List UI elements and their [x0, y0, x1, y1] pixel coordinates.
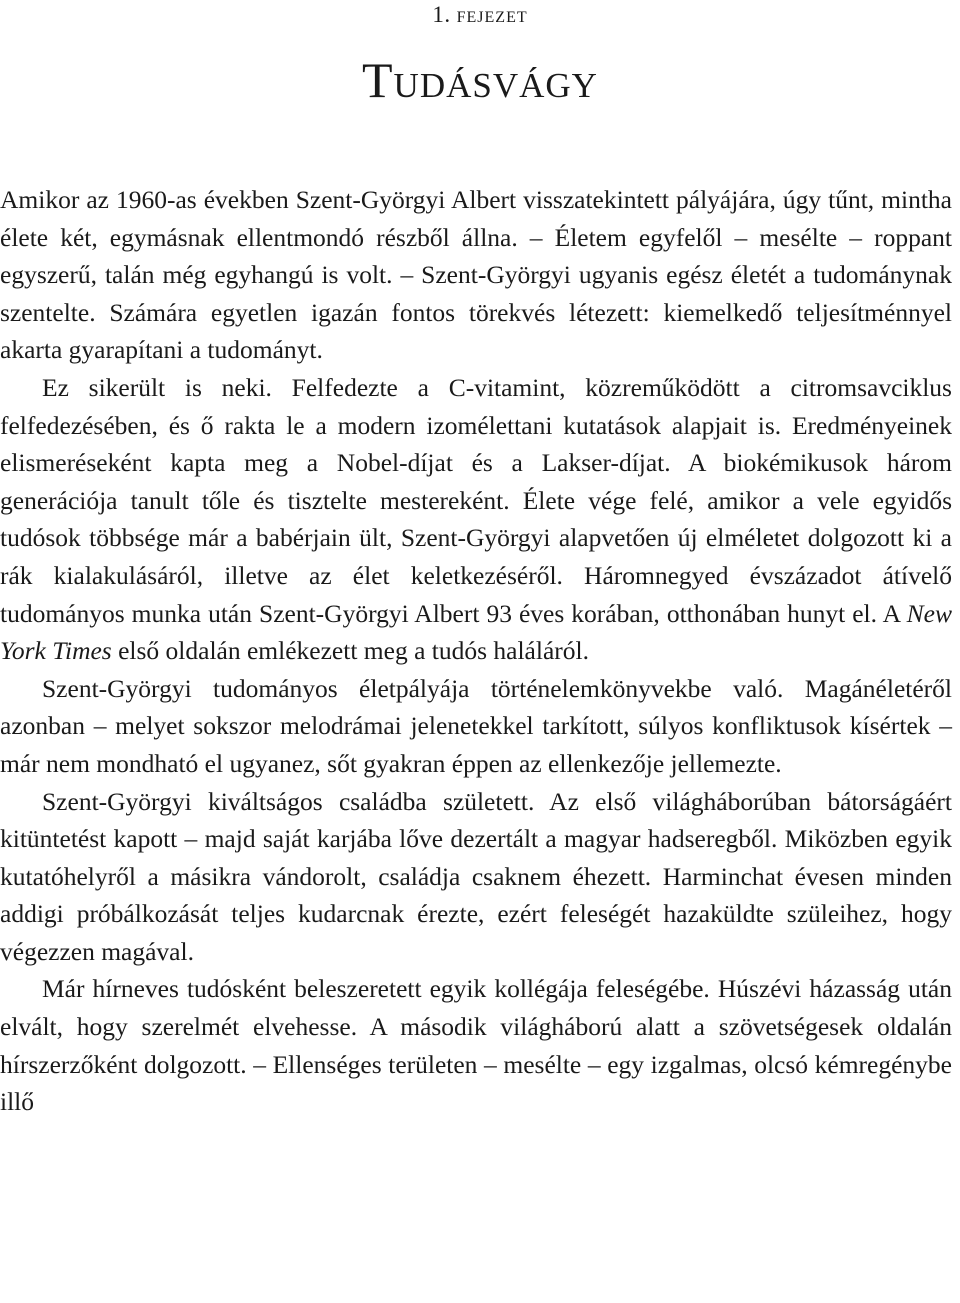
paragraph-2-text-before: Ez sikerült is neki. Felfedezte a C-vitamint, közreműködött a citromsavciklus felfedezésében, és ő rakta le a modern izomélettani kutatások alapjait is. Eredményeinek elismeréseként kapta meg a Nobel-díjat és a Lakser-díjat. A biokémikusok három generációja tanult tőle és tisztelte mestereként. Élete vége felé, amikor a vele egyidős tudósok többsége már a babérjain ült, Szent-Györgyi alapvetően új elméletet dolgozott ki a rák kialakulásáról, illetve az élet keletkezéséről. Háromnegyed évszázadot átívelő tudományos munka után Szent-Györgyi Albert 93 éves korában, otthonában hunyt el. A: [0, 372, 952, 628]
paragraph-2-text-after: első oldalán emlékezett meg a tudós haláláról.: [111, 636, 589, 666]
chapter-title: Tudásvágy: [362, 52, 598, 108]
paragraph-2: [0, 369, 952, 670]
paragraph-4: Szent-Györgyi kiváltságos családba született. Az első világháborúban bátorságáért kitüntetést kapott – majd saját karjába lőve dezertált a magyar hadseregből. Miközben egyik kutatóhelyről a másikra vándorolt, családja csaknem éhezett. Harminchat évesen minden addigi próbálkozását teljes kudarcnak érezte, ezért feleségét hazaküldte szüleihez, hogy végezzen magával.: [0, 786, 952, 966]
newspaper-title: New York Times: [0, 598, 952, 666]
chapter-word: fejezet: [456, 2, 528, 27]
paragraph-1: Amikor az 1960-as években Szent-Györgyi Albert visszatekintett pályájára, úgy tűnt, mintha élete két, egymásnak ellentmondó részből állna. – Életem egyfelől – mesélte – roppant egyszerű, talán még egyhangú is volt. – Szent-Györgyi ugyanis egész életét a tudománynak szentelte. Számára egyetlen igazán fontos törekvés létezett: kiemelkedő teljesítménnyel akarta gyarapítani a tudományt.: [0, 185, 952, 365]
chapter-label: [4, 2, 956, 28]
paragraph-5: Már hírneves tudósként beleszeretett egyik kollégája feleségébe. Húszévi házasság után elvált, hogy szerelmét elvehesse. A második világháború alatt a szövetségesek oldalán hírszerzőként dolgozott. – Ellenséges területen – mesélte – egy izgalmas, olcsó kémregénybe illő: [0, 974, 952, 1117]
body-text: [0, 181, 952, 1121]
paragraph-3: Szent-Györgyi tudományos életpályája történelemkönyvekbe való. Magánéletéről azonban – melyet sokszor melodrámai jelenetekkel tarkított, súlyos konfliktusok kísértek – már nem mondható el ugyanez, sőt gyakran éppen az ellenkezője jellemezte.: [0, 673, 952, 778]
book-page: [4, 0, 956, 110]
chapter-number: 1.: [432, 2, 451, 27]
